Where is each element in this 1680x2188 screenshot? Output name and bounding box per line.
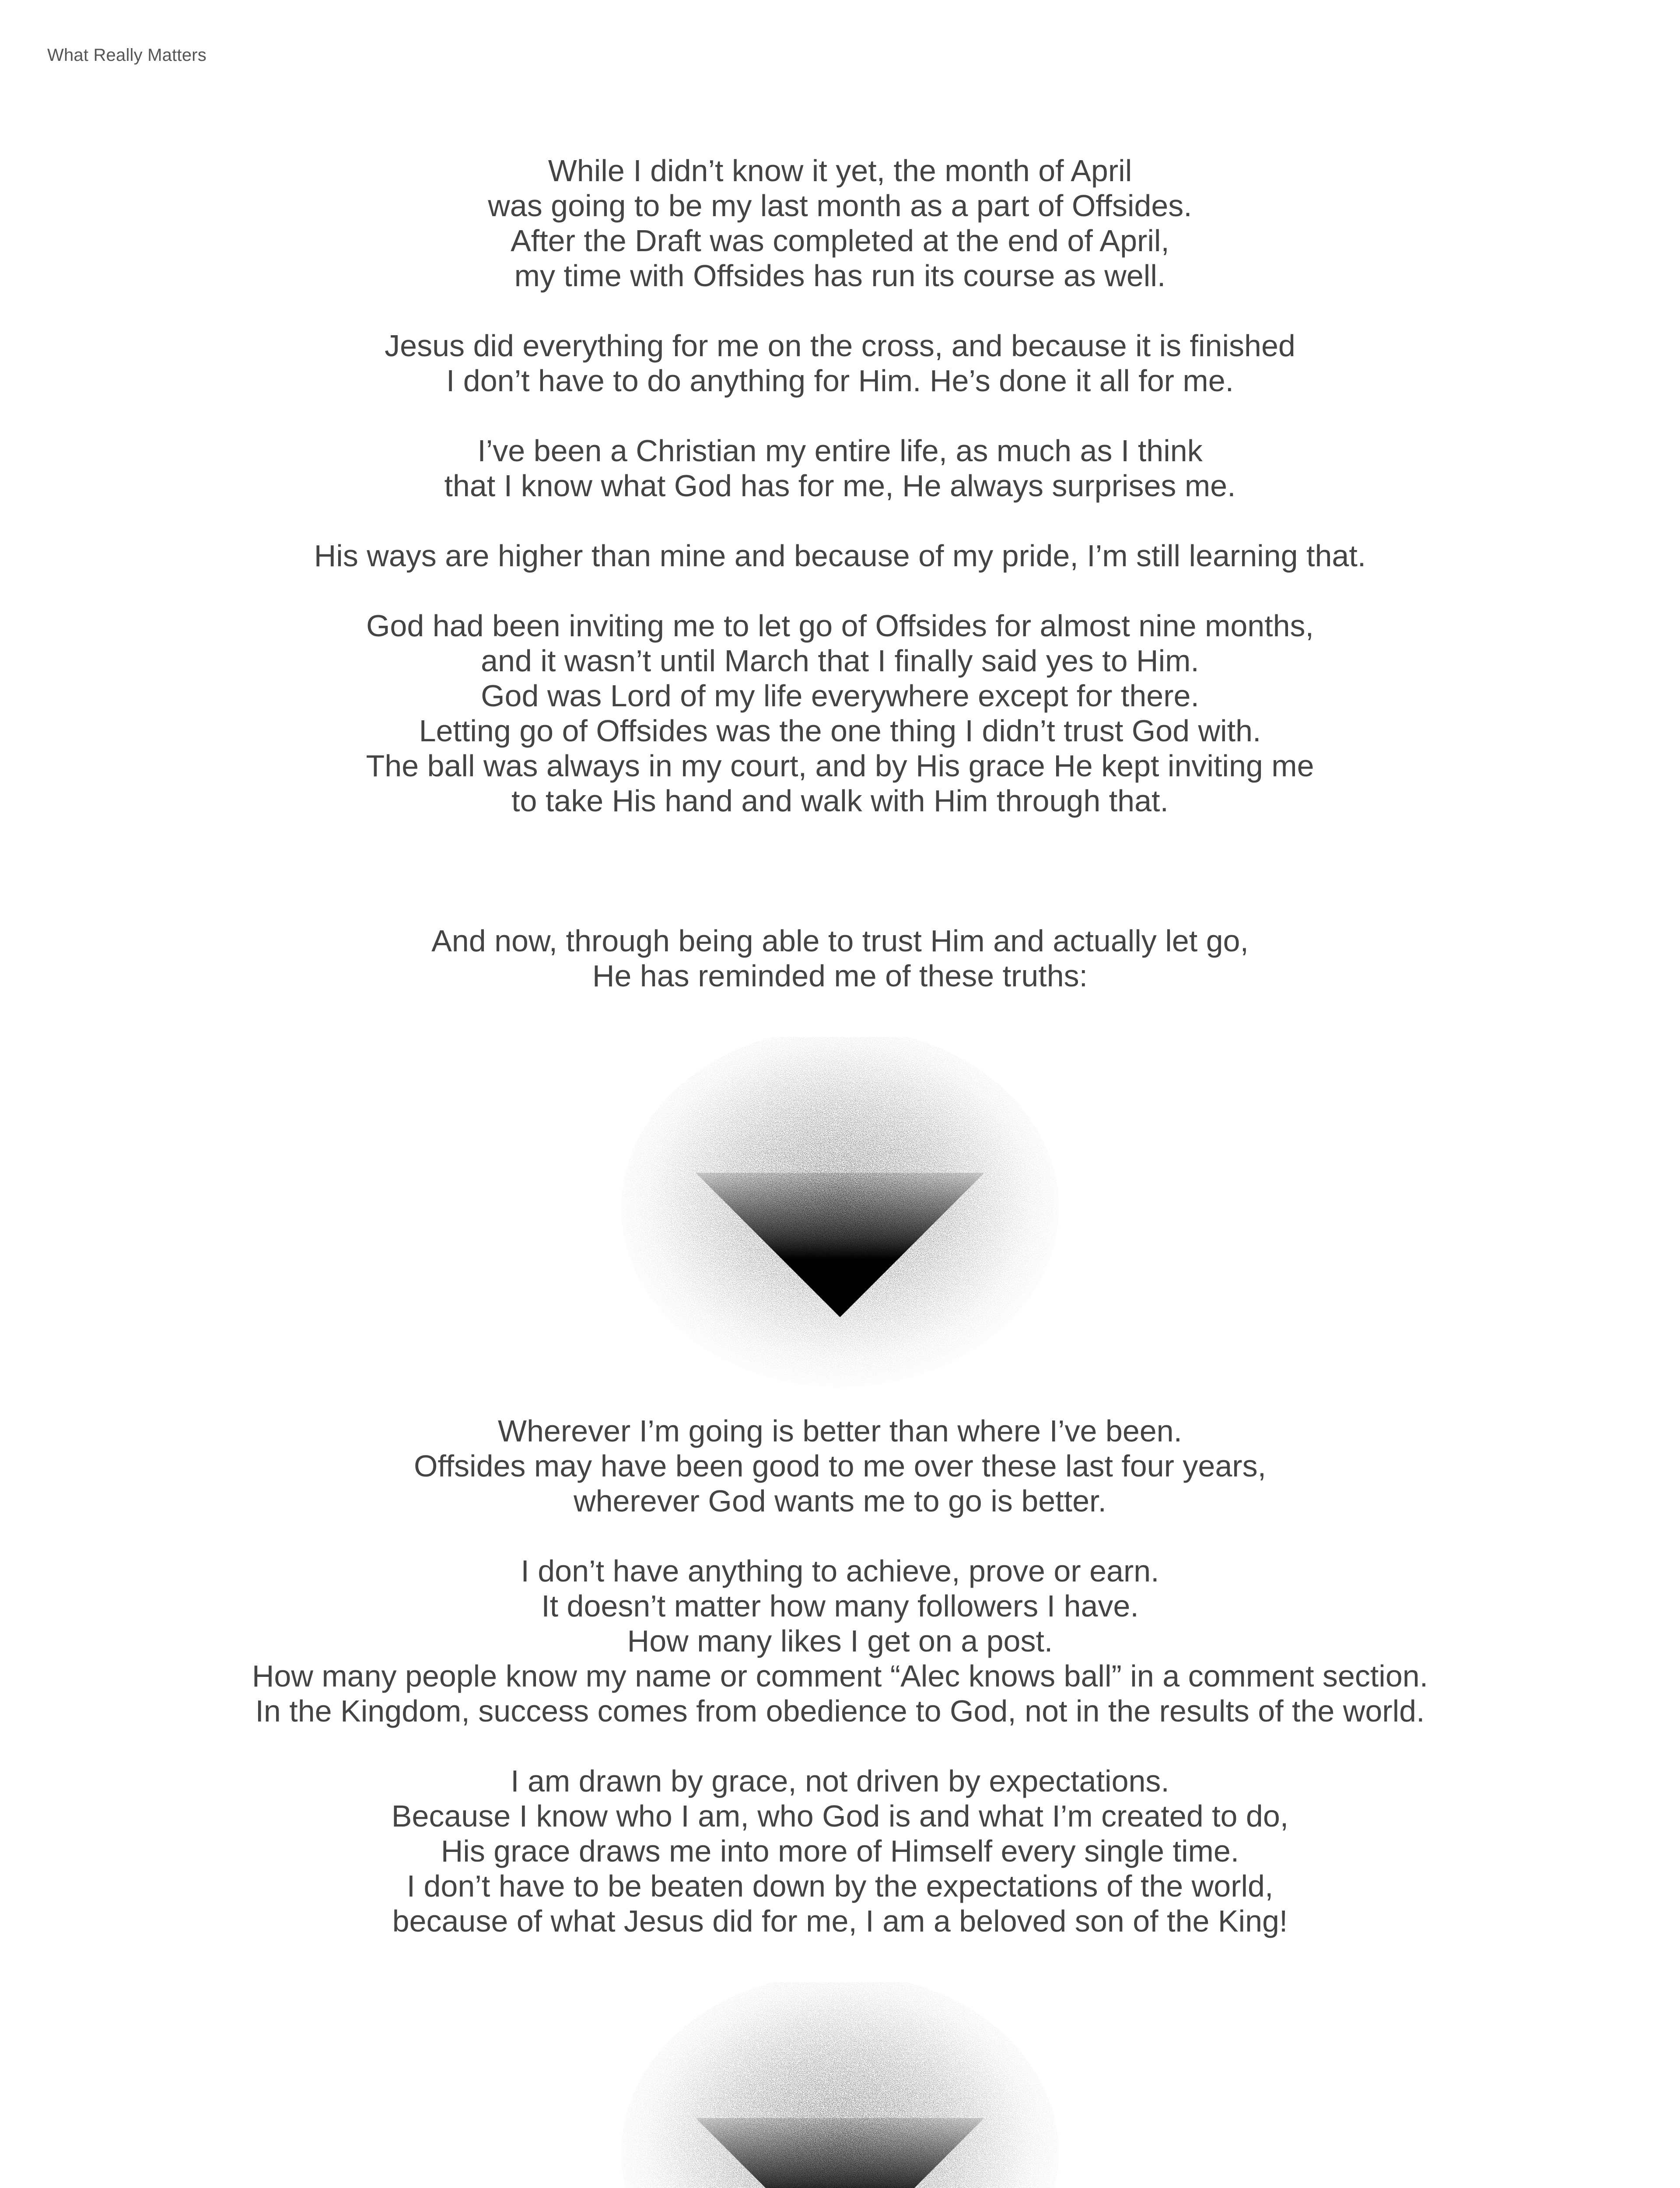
paragraph-gap <box>0 398 1680 433</box>
text-line: God was Lord of my life everywhere except for there. <box>481 679 1199 713</box>
text-line: I don’t have to do anything for Him. He’s done it all for me. <box>446 364 1234 398</box>
text-line: Letting go of Offsides was the one thing I didn’t trust God with. <box>419 714 1261 748</box>
text-line: I’ve been a Christian my entire life, as much as I think <box>477 434 1203 468</box>
paragraph-gap <box>0 503 1680 538</box>
text-line: was going to be my last month as a part of Offsides. <box>488 189 1192 223</box>
paragraph-gap <box>0 293 1680 328</box>
text-line: And now, through being able to trust Him and actually let go, <box>431 924 1249 958</box>
text-line: It doesn’t matter how many followers I have. <box>541 1589 1139 1623</box>
text-line: and it wasn’t until March that I finally said yes to Him. <box>481 644 1199 678</box>
grainy-diamond-icon <box>621 1037 1059 1396</box>
text-line: Because I know who I am, who God is and what I’m created to do, <box>391 1799 1289 1833</box>
text-section-truths-lead <box>0 923 1680 993</box>
paragraph-gap <box>0 573 1680 608</box>
text-line: I don’t have anything to achieve, prove or earn. <box>521 1554 1159 1588</box>
text-line: to take His hand and walk with Him through that. <box>511 784 1169 818</box>
text-line: wherever God wants me to go is better. <box>574 1484 1106 1518</box>
text-line: that I know what God has for me, He always surprises me. <box>444 469 1236 503</box>
text-line: How many likes I get on a post. <box>627 1624 1053 1658</box>
site-title[interactable]: What Really Matters <box>47 46 206 65</box>
text-line: The ball was always in my court, and by His grace He kept inviting me <box>366 749 1314 783</box>
paragraph-gap <box>0 1729 1680 1764</box>
text-section-intro <box>0 153 1680 818</box>
text-line: Wherever I’m going is better than where I’ve been. <box>497 1414 1183 1448</box>
text-line: While I didn’t know it yet, the month of April <box>548 154 1132 188</box>
text-line: After the Draft was completed at the end of April, <box>511 224 1169 258</box>
text-line: He has reminded me of these truths: <box>592 959 1088 993</box>
text-line: Offsides may have been good to me over these last four years, <box>413 1449 1267 1483</box>
text-line: because of what Jesus did for me, I am a beloved son of the King! <box>392 1904 1288 1938</box>
text-line: His ways are higher than mine and because of my pride, I’m still learning that. <box>314 539 1366 573</box>
text-line: Jesus did everything for me on the cross, and because it is finished <box>385 329 1295 363</box>
text-line: His grace draws me into more of Himself every single time. <box>441 1834 1239 1868</box>
text-line: In the Kingdom, success comes from obedience to God, not in the results of the world. <box>255 1694 1425 1728</box>
text-line: my time with Offsides has run its course as well. <box>514 259 1166 293</box>
grainy-diamond-icon-second <box>621 1982 1059 2188</box>
text-section-truths <box>0 1413 1680 1939</box>
text-line: I don’t have to be beaten down by the expectations of the world, <box>406 1869 1274 1903</box>
text-line: God had been inviting me to let go of Offsides for almost nine months, <box>366 609 1314 643</box>
paragraph-gap <box>0 1518 1680 1553</box>
text-line: I am drawn by grace, not driven by expectations. <box>511 1764 1169 1798</box>
text-line: How many people know my name or comment “Alec knows ball” in a comment section. <box>252 1659 1428 1693</box>
